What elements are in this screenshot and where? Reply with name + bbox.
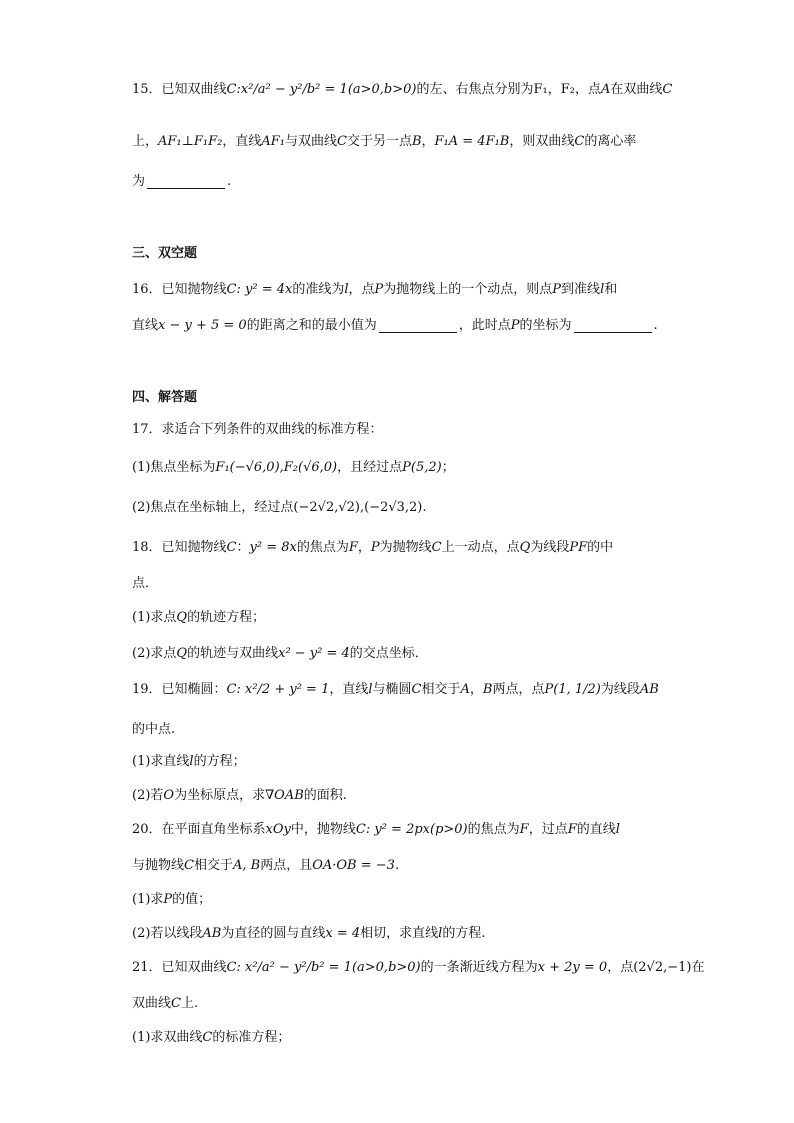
text-run: 的标准方程； [212,1030,291,1045]
text-run: . [653,318,658,333]
text-run: A [460,682,470,697]
text-line [132,74,672,106]
answer-blank [574,316,652,333]
text-run: (−2√2,√2),(−2√3,2) [293,500,423,515]
text-run: C [226,540,237,555]
text-run: ， [421,134,435,149]
text-run: l [600,282,605,297]
text-run: F₁(−√6,0),F₂(√6,0) [215,460,338,475]
text-run: (2)焦点在坐标轴上，经过点 [132,500,294,515]
text-run: 到准线 [561,282,601,297]
text-run: 为抛物线上的一个动点，则点 [383,282,553,297]
text-run: Q [176,646,188,661]
text-run: 中，抛物线 [290,822,356,837]
text-run: ，此时点 [458,318,511,333]
text-run: 19．已知椭圆： [132,682,227,697]
text-run: x²/a² − y²/b² = 1(a>0,b>0) [240,82,417,97]
text-run: P [370,540,380,555]
text-run: 为直径的圆与直线 [221,926,326,941]
text-run: 的离心率 [584,134,637,149]
text-run: 的坐标为 [519,318,572,333]
text-run: Q [176,610,188,625]
text-run: (1)求双曲线 [132,1030,203,1045]
text-run: C: x²/2 + y² = 1 [226,682,330,697]
text-run: 的交点坐标． [349,646,428,661]
text-run: (2)若以线段 [132,926,203,941]
text-run: O [163,788,175,803]
text-run: 上， [132,134,159,149]
text-run: 相交于 [193,858,233,873]
text-run: F₁，F₂ [533,82,575,97]
text-run: C [662,82,673,97]
text-line [132,780,672,812]
text-run: 与椭圆 [372,682,412,697]
text-run: 在双曲线 [610,82,663,97]
text-run: (1)求直线 [132,754,190,769]
text-run: P(5,2) [402,460,442,475]
text-run: C [171,996,181,1011]
text-line [132,988,672,1020]
text-run: AB [639,682,659,697]
text-line [132,126,672,158]
text-run: . [227,174,232,189]
text-run: 的一条渐近线方程为 [420,960,538,975]
text-run: 的中 [587,540,614,555]
text-run: 上. [180,996,199,1011]
text-run: 为抛物线 [379,540,432,555]
text-run: C: y² = 4x [226,282,293,297]
text-run: 20．在平面直角坐标系 [132,822,266,837]
text-run: . [394,858,400,873]
text-run: C: x²/a² − y²/b² = 1(a>0,b>0) [226,960,421,975]
text-run: ， [357,540,371,555]
text-run: 的面积. [303,788,347,803]
text-run: F₁A = 4F₁B [434,134,510,149]
text-run: F [519,822,529,837]
text-run: AB [202,926,222,941]
text-line [132,714,672,746]
text-run: 的焦点为 [296,540,349,555]
text-run: 相交于 [421,682,461,697]
text-run: 两点，点 [492,682,545,697]
text-run: ，直线 [329,682,369,697]
text-run: 相切，求直线 [360,926,439,941]
text-run: 17．求适合下列条件的双曲线的标准方程： [132,422,383,437]
text-run: 点． [132,576,159,591]
text-line [132,602,672,634]
text-run: x − y + 5 = 0 [158,318,247,333]
text-run: ，点 [607,960,634,975]
text-run: 的左、右焦点分别为 [416,82,534,97]
text-run: l [438,926,443,941]
text-run: 的焦点为 [467,822,520,837]
text-run: 在 [691,960,705,975]
text-run: 为坐标原点，求 [174,788,266,803]
answer-blank [147,172,225,189]
text-run: ，直线 [222,134,262,149]
text-run: P [163,892,173,907]
text-run: 与双曲线 [284,134,337,149]
section-title: 四、解答题 [132,390,198,405]
text-run: ，点 [348,282,375,297]
text-run: Q [519,540,531,555]
text-run: P [510,318,520,333]
text-line [132,814,672,846]
text-run: ，则双曲线 [509,134,575,149]
text-run: l [344,282,349,297]
text-run: C [431,540,442,555]
text-run: C [574,134,585,149]
text-run: P [374,282,384,297]
text-run: 的方程. [442,926,486,941]
text-run: 的直线 [576,822,616,837]
text-run: ，点 [574,82,601,97]
text-line [132,884,672,916]
text-run: C [202,1030,213,1045]
text-run: C: y² = 2px(p>0) [355,822,468,837]
text-line [132,638,672,670]
text-run: F [348,540,358,555]
text-line [132,952,705,984]
text-run: 为线段 [600,682,640,697]
text-run: (1)焦点坐标为 [132,460,216,475]
text-line [132,452,672,484]
text-run: xOy [265,822,291,837]
text-run: ： [236,540,250,555]
text-run: 两点，且 [260,858,313,873]
text-run: AF₁⊥F₁F₂ [158,134,223,149]
text-run: x + 2y = 0 [537,960,608,975]
text-run: ，过点 [528,822,568,837]
text-run: B [482,682,493,697]
text-run: 的值； [172,892,212,907]
text-run: P(1, 1/2) [544,682,601,697]
text-run: PF [569,540,588,555]
text-run: l [189,754,194,769]
text-run: C [411,682,422,697]
text-run: B [411,134,422,149]
text-run: x = 4 [325,926,361,941]
text-run: 双曲线 [132,996,172,1011]
text-run: 的轨迹方程； [187,610,266,625]
text-run: 的中点. [132,722,176,737]
text-run: P [552,282,562,297]
text-run: 21．已知双曲线 [132,960,227,975]
text-line [132,274,672,306]
section-heading [132,382,672,414]
text-run: 与抛物线 [132,858,185,873]
text-run: 为线段 [530,540,570,555]
section-title: 三、双空题 [132,246,198,261]
text-run: 的轨迹与双曲线 [187,646,279,661]
text-line [132,568,672,600]
text-run: C: [226,82,241,97]
text-run: x² − y² = 4 [278,646,350,661]
text-run: l [368,682,373,697]
text-run: 直线 [132,318,159,333]
text-run: F [567,822,577,837]
text-run: A, B [232,858,261,873]
text-run: 和 [604,282,618,297]
text-run: 为 [132,174,146,189]
text-line [132,166,672,198]
text-run: ， [469,682,483,697]
section-heading [132,238,672,270]
text-run: 上一动点，点 [441,540,520,555]
text-run: 的方程； [193,754,246,769]
text-line [132,746,672,778]
text-run: 的距离之和的最小值为 [246,318,377,333]
text-run: (1)求 [132,892,164,907]
text-run: . [422,500,427,515]
text-line [132,414,672,446]
text-run: 18．已知抛物线 [132,540,227,555]
text-run: y² = 8x [249,540,297,555]
text-run: 交于另一点 [346,134,412,149]
text-run: (2)求点 [132,646,177,661]
text-line [132,850,672,882]
text-run: OA·OB = −3 [312,858,395,873]
text-line [132,532,672,564]
text-run: ，且经过点 [337,460,403,475]
text-run: (1)求点 [132,610,177,625]
text-run: (2)若 [132,788,164,803]
text-run: AF₁ [261,134,285,149]
text-run: 16．已知抛物线 [132,282,227,297]
text-run: A [601,82,611,97]
text-line [132,674,672,706]
text-line [132,310,672,342]
text-run: C [336,134,347,149]
text-run: C [184,858,194,873]
text-run: (2√2,−1) [633,960,692,975]
text-run: ； [441,460,455,475]
text-run: 的准线为 [292,282,345,297]
text-line [132,492,672,524]
text-run: 15．已知双曲线 [132,82,227,97]
answer-blank [379,316,457,333]
text-line [132,1022,672,1054]
text-run: l [615,822,620,837]
text-line [132,918,672,950]
text-run: ∇OAB [265,788,304,803]
